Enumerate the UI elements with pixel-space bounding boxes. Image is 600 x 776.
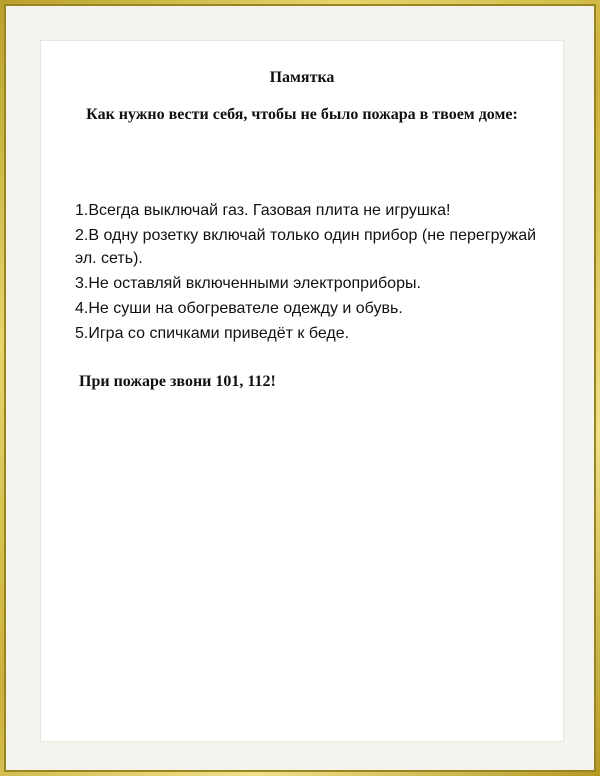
rule-item: 5.Игра со спичками приведёт к беде. [75, 325, 350, 342]
emergency-warning: При пожаре звони 101, 112! [79, 373, 276, 390]
rule-item: 1.Всегда выключай газ. Газовая плита не игрушка! [75, 202, 451, 219]
rule-item: 2.В одну розетку включай только один прибор (не перегружай эл. сеть). [75, 227, 537, 267]
document-title: Памятка [269, 69, 335, 86]
document-subtitle: Как нужно вести себя, чтобы не было пожара в твоем доме: [86, 106, 518, 123]
document-sheet [40, 40, 564, 742]
rule-item: 3.Не оставляй включенными электроприборы. [75, 275, 421, 292]
frame-inner [4, 4, 596, 772]
rule-item: 4.Не суши на обогревателе одежду и обувь. [75, 300, 403, 317]
rules-list [75, 199, 543, 347]
